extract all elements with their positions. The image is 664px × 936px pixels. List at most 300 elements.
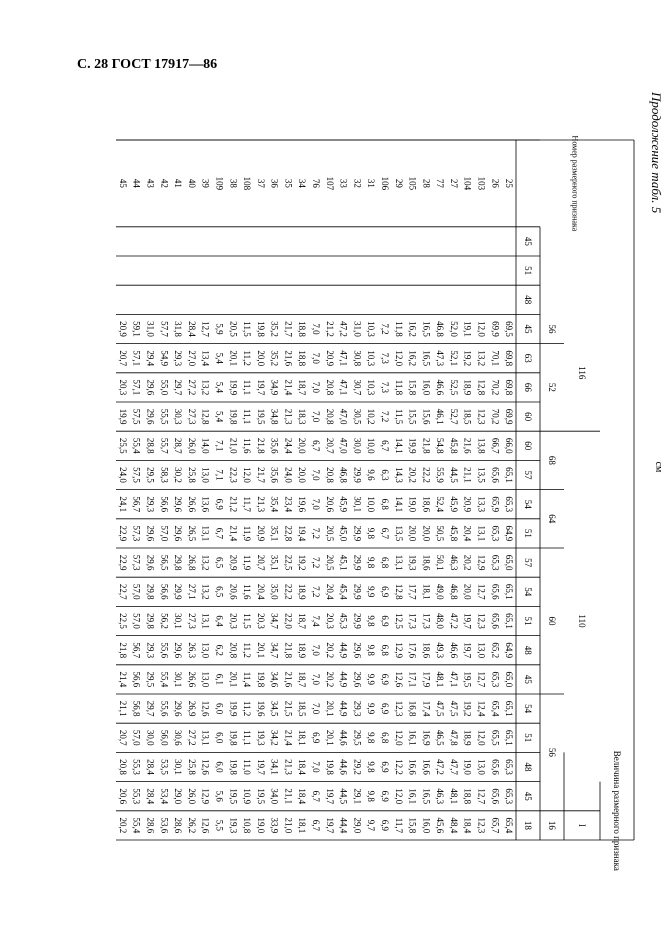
table-cell: 13,8	[476, 437, 487, 454]
table-cell: 29,6	[173, 700, 184, 717]
table-cell: 29,6	[352, 671, 363, 688]
table-cell: 21,5	[283, 700, 294, 717]
table-cell: 6,0	[214, 761, 225, 773]
table-cell: 12,9	[476, 554, 487, 571]
table-cell: 50,5	[435, 525, 446, 542]
table-cell: 53,6	[159, 817, 170, 834]
table-cell: 17,9	[421, 671, 432, 688]
row-id: 108	[242, 176, 253, 191]
row-id: 45	[117, 178, 128, 188]
table-cell: 20,0	[407, 525, 418, 542]
table-cell: 20,9	[117, 321, 128, 337]
table-cell: 46,3	[448, 554, 459, 571]
table-cell: 5,5	[214, 819, 225, 832]
table-cell: 11,8	[393, 379, 404, 396]
table-cell: 5,4	[214, 410, 225, 423]
table-cell: 14,1	[393, 437, 404, 454]
row-id: 43	[145, 178, 156, 188]
table-cell: 29,8	[145, 583, 156, 600]
level1-label: I	[577, 823, 587, 827]
table-cell: 19,7	[462, 613, 473, 629]
table-cell: 44,9	[338, 671, 349, 688]
table-cell: 14,0	[200, 437, 211, 454]
table-cell: 56,2	[159, 613, 170, 629]
table-cell: 19,7	[255, 379, 266, 396]
table-cell: 29,9	[352, 613, 363, 629]
table-cell: 7,3	[379, 381, 390, 394]
row-id: 109	[214, 176, 225, 191]
table-cell: 23,4	[283, 496, 294, 513]
table-cell: 18,5	[462, 408, 473, 425]
table-cell: 18,7	[297, 379, 308, 396]
table-cell: 28,7	[173, 437, 184, 454]
table-cell: 24,0	[117, 467, 128, 483]
row-id: 76	[311, 178, 321, 188]
row-id: 29	[393, 178, 404, 188]
table-cell: 45,0	[338, 525, 349, 542]
table-cell: 55,5	[159, 408, 170, 425]
table-cell: 5,4	[214, 352, 225, 364]
table-cell: 5,4	[214, 381, 225, 394]
table-cell: 46,6	[448, 642, 459, 659]
table-cell: 46,5	[435, 729, 446, 746]
table-cell: 21,8	[117, 642, 128, 659]
table-cell: 16,5	[421, 788, 432, 805]
table-cell: 55,6	[159, 700, 170, 717]
table-cell: 19,2	[462, 350, 473, 367]
level3-label: 45	[523, 324, 533, 334]
table-cell: 7,1	[214, 440, 225, 452]
table-cell: 6,8	[379, 556, 390, 569]
table-cell: 29,0	[352, 817, 363, 834]
table-cell: 20,1	[228, 671, 239, 688]
continuation-label: Продолжение табл. 5	[649, 92, 664, 214]
table-cell: 21,1	[283, 788, 294, 805]
table-cell: 20,6	[228, 583, 239, 600]
table-cell: 19,5	[462, 671, 473, 688]
table-cell: 20,3	[255, 613, 266, 629]
table-cell: 34,2	[269, 729, 280, 746]
table-cell: 57,0	[131, 583, 142, 600]
table-cell: 65,2	[490, 642, 501, 659]
row-id: 107	[324, 176, 335, 191]
table-cell: 20,8	[324, 408, 335, 425]
table-cell: 50,1	[435, 554, 446, 571]
table-cell: 21,4	[283, 379, 294, 396]
level2-label: 64	[547, 514, 557, 524]
table-cell: 57,7	[159, 321, 170, 337]
table-cell: 29,7	[145, 700, 156, 717]
table-cell: 19,7	[255, 759, 266, 775]
table-cell: 65,1	[504, 729, 515, 746]
table-cell: 18,1	[297, 817, 308, 834]
table-cell: 65,1	[504, 467, 515, 483]
table-cell: 45,6	[435, 817, 446, 834]
row-id: 105	[407, 176, 418, 191]
table-cell: 65,3	[490, 554, 501, 571]
table-cell: 27,2	[186, 379, 197, 396]
row-id: 35	[283, 178, 294, 188]
table-cell: 11,6	[242, 438, 253, 454]
table-cell: 58,3	[159, 467, 170, 483]
size-table-svg	[112, 92, 664, 871]
table-cell: 12,6	[393, 671, 404, 688]
table-cell: 54,8	[435, 437, 446, 454]
table-cell: 7,0	[311, 381, 321, 394]
table-cell: 35,2	[269, 350, 280, 367]
row-id: 38	[228, 178, 239, 188]
table-cell: 11,6	[242, 584, 253, 600]
table-cell: 19,8	[255, 671, 266, 688]
table-cell: 19,0	[255, 817, 266, 834]
level3-label: 45	[523, 236, 533, 246]
table-cell: 27,3	[186, 408, 197, 425]
table-cell: 22,5	[283, 554, 294, 571]
table-cell: 7,0	[311, 761, 321, 773]
level3-label: 48	[523, 762, 533, 772]
table-cell: 52,4	[435, 496, 446, 513]
table-cell: 20,8	[228, 642, 239, 659]
table-cell: 16,9	[421, 729, 432, 746]
table-cell: 27,3	[186, 613, 197, 629]
table-cell: 16,5	[421, 321, 432, 337]
table-cell: 21,4	[283, 729, 294, 746]
table-cell: 53,4	[159, 788, 170, 805]
level3-label: 66	[523, 382, 533, 392]
table-cell: 57,1	[131, 350, 142, 367]
table-cell: 6,7	[311, 440, 321, 452]
level3-label: 63	[523, 353, 533, 363]
table-cell: 29,9	[352, 554, 363, 571]
table-cell: 45,9	[448, 496, 459, 513]
table-cell: 16,0	[421, 379, 432, 396]
table-cell: 9,9	[366, 702, 377, 715]
table-cell: 10,2	[366, 408, 377, 425]
table-cell: 21,2	[228, 496, 239, 513]
table-cell: 29,9	[352, 525, 363, 542]
table-cell: 65,3	[490, 671, 501, 688]
table-cell: 56,5	[159, 554, 170, 571]
table-cell: 13,5	[393, 525, 404, 542]
table-cell: 21,8	[283, 642, 294, 659]
table-cell: 6,0	[214, 732, 225, 744]
table-cell: 20,8	[324, 379, 335, 396]
table-cell: 69,8	[504, 379, 515, 396]
table-cell: 6,0	[214, 702, 225, 715]
table-cell: 35,4	[269, 496, 280, 513]
table-cell: 22,3	[228, 467, 239, 483]
table-cell: 55,6	[159, 642, 170, 659]
table-cell: 47,7	[448, 759, 459, 775]
table-cell: 12,6	[200, 817, 211, 834]
table-cell: 31,8	[173, 321, 184, 337]
table-cell: 13,0	[200, 642, 211, 659]
table-cell: 20,9	[324, 350, 335, 367]
table-cell: 17,7	[407, 583, 418, 600]
table-cell: 12,3	[476, 613, 487, 629]
table-cell: 26,0	[186, 437, 197, 454]
table-cell: 19,4	[297, 525, 308, 542]
table-cell: 22,2	[421, 467, 432, 483]
table-cell: 17,6	[407, 642, 418, 659]
table-cell: 26,6	[186, 496, 197, 513]
table-cell: 65,3	[504, 759, 515, 775]
table-cell: 66,0	[504, 437, 515, 454]
page-header: С. 28 ГОСТ 17917—86	[77, 57, 218, 72]
table-cell: 48,4	[448, 817, 459, 834]
table-cell: 13,0	[476, 759, 487, 775]
level3-label: 45	[523, 674, 533, 684]
table-cell: 55,4	[131, 817, 142, 834]
level3-label: 60	[523, 412, 533, 422]
table-cell: 34,7	[269, 642, 280, 659]
table-cell: 29,6	[173, 525, 184, 542]
table-cell: 55,0	[159, 379, 170, 396]
table-cell: 20,3	[117, 379, 128, 396]
table-cell: 29,8	[145, 613, 156, 629]
table-cell: 16,5	[421, 350, 432, 367]
table-cell: 20,9	[462, 496, 473, 513]
table-cell: 12,3	[393, 700, 404, 717]
table-cell: 53,5	[159, 759, 170, 775]
table-cell: 6,9	[379, 790, 390, 802]
table-cell: 13,5	[476, 467, 487, 483]
table-cell: 21,6	[462, 437, 473, 454]
table-cell: 20,5	[324, 525, 335, 542]
table-cell: 30,8	[352, 350, 363, 367]
level3-label: 48	[523, 295, 533, 305]
table-cell: 12,4	[476, 700, 487, 717]
table-cell: 13,1	[393, 554, 404, 571]
table-cell: 57,1	[131, 379, 142, 396]
table-cell: 34,7	[269, 613, 280, 629]
table-cell: 20,2	[407, 467, 418, 483]
table-cell: 69,8	[504, 350, 515, 367]
table-cell: 12,0	[393, 350, 404, 367]
table-cell: 21,3	[283, 408, 294, 425]
table-cell: 19,5	[255, 408, 266, 425]
table-cell: 46,8	[448, 583, 459, 600]
table-cell: 9,8	[366, 615, 377, 627]
table-cell: 48,0	[435, 613, 446, 629]
table-cell: 19,3	[228, 817, 239, 834]
table-cell: 44,6	[338, 729, 349, 746]
table-cell: 11,2	[242, 700, 253, 717]
table-cell: 13,3	[476, 496, 487, 513]
table-cell: 18,9	[462, 379, 473, 396]
table-cell: 65,7	[490, 817, 501, 834]
table-cell: 21,6	[283, 671, 294, 688]
table-cell: 21,3	[283, 759, 294, 775]
table-cell: 44,4	[338, 817, 349, 834]
table-cell: 54,9	[159, 350, 170, 367]
table-cell: 52,1	[448, 350, 459, 367]
table-cell: 18,4	[297, 788, 308, 805]
table-cell: 11,7	[393, 817, 404, 834]
table-cell: 31,0	[145, 321, 156, 337]
table-cell: 20,3	[324, 613, 335, 629]
table-cell: 56,6	[131, 671, 142, 688]
table-cell: 34,0	[269, 788, 280, 805]
table-cell: 19,8	[324, 759, 335, 775]
table-cell: 35,6	[269, 437, 280, 454]
table-cell: 20,1	[324, 700, 335, 717]
table-cell: 66,7	[490, 437, 501, 454]
level2-label: 60	[547, 616, 557, 626]
table-cell: 12,0	[476, 729, 487, 746]
table-cell: 19,7	[462, 642, 473, 659]
table-cell: 65,1	[504, 700, 515, 717]
table-cell: 46,3	[435, 788, 446, 805]
table-cell: 44,6	[338, 759, 349, 775]
table-cell: 6,7	[311, 790, 321, 802]
table-cell: 5,9	[214, 323, 225, 335]
table-cell: 13,1	[200, 729, 211, 746]
table-cell: 19,5	[255, 788, 266, 805]
table-cell: 7,0	[311, 702, 321, 715]
table-cell: 11,2	[242, 350, 253, 366]
table-cell: 29,6	[145, 554, 156, 571]
table-cell: 29,9	[352, 583, 363, 600]
table-cell: 30,1	[173, 613, 184, 629]
table-cell: 28,8	[145, 437, 156, 454]
table-cell: 18,6	[421, 496, 432, 513]
table-cell: 19,8	[255, 321, 266, 337]
table-cell: 9,9	[366, 673, 377, 686]
table-cell: 47,1	[448, 671, 459, 688]
table-cell: 16,1	[407, 729, 418, 746]
table-cell: 20,4	[462, 525, 473, 542]
table-cell: 10,8	[242, 817, 253, 834]
table-cell: 12,0	[476, 321, 487, 337]
table-cell: 20,6	[324, 496, 335, 513]
table-cell: 29,8	[173, 554, 184, 571]
table-cell: 30,3	[173, 408, 184, 425]
table-cell: 21,7	[255, 467, 266, 483]
table-cell: 25,8	[186, 467, 197, 483]
table-cell: 19,7	[324, 788, 335, 805]
table-cell: 30,2	[173, 467, 184, 483]
level3-label: 54	[523, 587, 533, 597]
table-cell: 22,0	[283, 613, 294, 629]
table-cell: 20,6	[117, 788, 128, 805]
table-cell: 11,7	[242, 496, 253, 512]
table-cell: 48,1	[435, 671, 446, 688]
table-cell: 11,5	[393, 408, 404, 425]
level2-label: 56	[547, 747, 557, 757]
table-cell: 29,3	[352, 700, 363, 717]
table-cell: 21,0	[228, 437, 239, 454]
level3-label: 18	[523, 820, 533, 830]
table-cell: 18,5	[297, 700, 308, 717]
table-cell: 5,6	[214, 790, 225, 802]
row-id: 33	[338, 178, 349, 188]
table-cell: 21,3	[255, 496, 266, 513]
table-cell: 20,0	[421, 525, 432, 542]
level3-label: 57	[523, 470, 533, 480]
table-cell: 21,1	[462, 467, 473, 483]
table-cell: 6,2	[214, 644, 225, 656]
table-cell: 6,9	[214, 498, 225, 510]
table-cell: 34,8	[269, 408, 280, 425]
table-cell: 29,3	[145, 496, 156, 513]
table-cell: 44,5	[448, 467, 459, 483]
table-cell: 18,9	[297, 642, 308, 659]
table-cell: 57,5	[131, 467, 142, 483]
table-cell: 34,6	[269, 671, 280, 688]
table-cell: 21,6	[283, 350, 294, 367]
table-cell: 13,2	[200, 379, 211, 396]
row-id: 103	[476, 176, 487, 191]
table-cell: 27,0	[186, 350, 197, 367]
table-cell: 19,9	[117, 408, 128, 425]
table-cell: 30,1	[352, 496, 363, 513]
table-cell: 9,9	[366, 586, 377, 598]
table-cell: 52,5	[448, 379, 459, 396]
table-cell: 7,0	[311, 644, 321, 656]
table-cell: 12,7	[476, 583, 487, 600]
table-cell: 10,0	[366, 496, 377, 513]
table-cell: 13,2	[476, 350, 487, 367]
table-cell: 13,2	[200, 583, 211, 600]
table-cell: 21,4	[228, 525, 239, 542]
table-cell: 19,8	[228, 729, 239, 746]
table-cell: 29,5	[145, 671, 156, 688]
table-cell: 26,8	[186, 554, 197, 571]
table-cell: 30,1	[173, 671, 184, 688]
table-cell: 45,1	[338, 554, 349, 571]
table-cell: 29,3	[173, 350, 184, 367]
table-cell: 6,9	[379, 586, 390, 598]
table-cell: 65,6	[490, 613, 501, 629]
table-cell: 7,1	[214, 469, 225, 481]
row-id: 37	[255, 178, 266, 188]
table-cell: 12,5	[393, 613, 404, 629]
table-cell: 47,1	[338, 350, 349, 367]
table-cell: 9,8	[366, 790, 377, 802]
table-cell: 13,1	[200, 525, 211, 542]
table-cell: 13,0	[200, 671, 211, 688]
table-cell: 16,2	[407, 350, 418, 367]
table-cell: 19,7	[324, 817, 335, 834]
table-cell: 55,4	[159, 671, 170, 688]
table-cell: 18,4	[462, 817, 473, 834]
table-cell: 26,9	[186, 700, 197, 717]
table-cell: 65,4	[490, 700, 501, 717]
table-cell: 20,7	[324, 437, 335, 454]
table-cell: 20,9	[228, 554, 239, 571]
table-cell: 7,0	[311, 673, 321, 686]
table-cell: 20,4	[255, 583, 266, 600]
table-cell: 17,3	[421, 613, 432, 629]
table-cell: 47,5	[448, 700, 459, 717]
table-cell: 17,3	[407, 613, 418, 629]
table-cell: 20,2	[324, 642, 335, 659]
table-cell: 64,9	[504, 642, 515, 659]
table-cell: 31,0	[352, 321, 363, 337]
table-cell: 20,0	[297, 437, 308, 454]
table-cell: 35,1	[269, 525, 280, 542]
table-cell: 19,2	[297, 554, 308, 571]
table-cell: 25,5	[117, 437, 128, 454]
table-cell: 45,9	[338, 496, 349, 513]
table-cell: 6,7	[379, 440, 390, 452]
table-cell: 20,1	[324, 729, 335, 746]
table-cell: 70,1	[490, 350, 501, 367]
table-cell: 19,9	[228, 379, 239, 396]
table-cell: 12,8	[393, 583, 404, 600]
table-cell: 19,0	[407, 496, 418, 513]
